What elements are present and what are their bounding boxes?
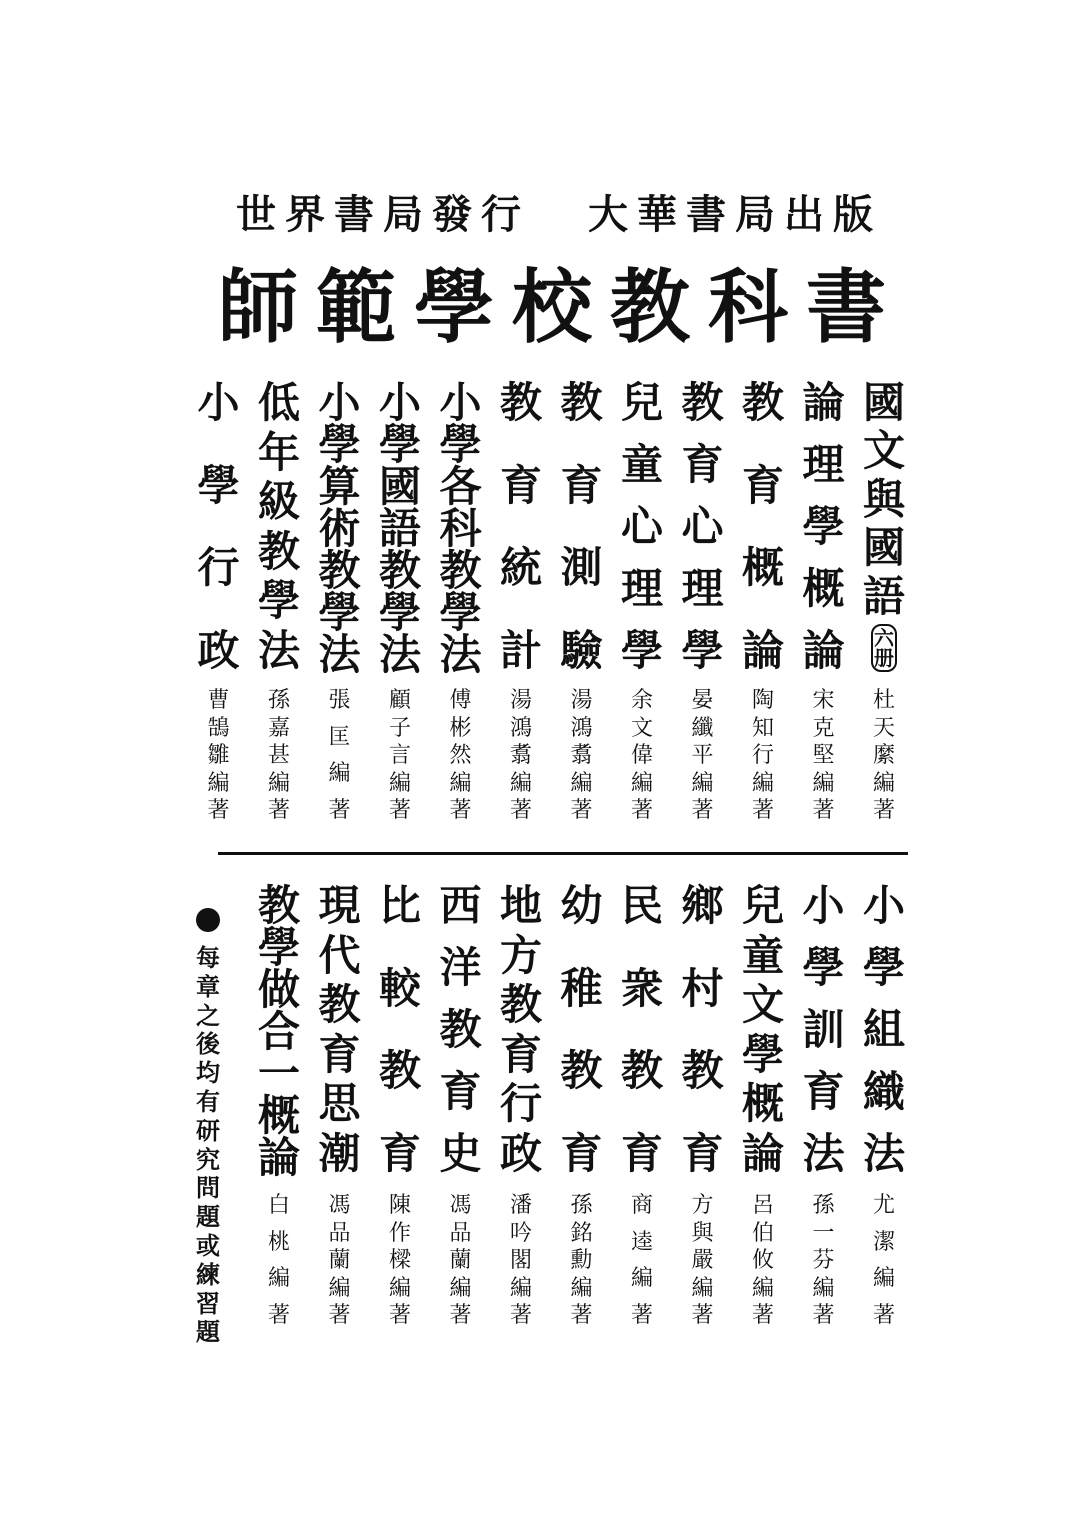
book-author-char: 著 xyxy=(207,798,230,823)
book-author-char: 編 xyxy=(509,1275,532,1301)
book-author-char: 編 xyxy=(328,1275,351,1301)
book-title-char: 法 xyxy=(862,1129,905,1178)
book-title-char: 論 xyxy=(802,626,845,675)
book-author xyxy=(314,690,366,822)
book-title xyxy=(798,881,850,1178)
book-author-char: 著 xyxy=(449,1303,472,1328)
book-author-char: 著 xyxy=(449,798,472,823)
book-title xyxy=(858,881,910,1178)
book-title-char: 論 xyxy=(802,378,845,427)
book-author-char: 文 xyxy=(630,715,653,741)
book-title-char: 概 xyxy=(741,1079,784,1129)
book-title-char: 行 xyxy=(197,543,240,593)
book-author xyxy=(314,1195,366,1327)
book-title-char: 代 xyxy=(318,930,361,980)
book-author xyxy=(193,690,245,822)
book-author-char: 編 xyxy=(388,770,411,796)
book-author-char: 孫 xyxy=(570,1193,593,1218)
book-title-char: 語 xyxy=(378,504,421,553)
book-author xyxy=(737,1195,789,1327)
book-title-char: 理 xyxy=(681,564,724,613)
book-title-char: 較 xyxy=(378,963,421,1013)
book-title-char: 教 xyxy=(257,881,300,930)
book-title xyxy=(253,378,305,675)
book-title xyxy=(677,881,729,1178)
book-author-char: 著 xyxy=(812,1303,835,1328)
book-author-char: 然 xyxy=(449,743,472,768)
book-author-char: 翥 xyxy=(570,743,593,768)
book-author-char: 著 xyxy=(267,798,290,823)
book-title-char: 法 xyxy=(439,630,482,679)
book-author xyxy=(556,1195,608,1327)
book-title-char: 兒 xyxy=(741,881,784,930)
book-author-char: 編 xyxy=(812,770,835,796)
book-author-char: 著 xyxy=(630,798,653,823)
book-author-char: 馮 xyxy=(449,1193,472,1218)
book-author-char: 編 xyxy=(872,1266,895,1292)
footnote-char: 均 xyxy=(196,1058,220,1088)
book-title-char: 育 xyxy=(620,1128,663,1178)
book-author-char: 芬 xyxy=(812,1248,835,1273)
book-title-char: 教 xyxy=(439,1005,482,1054)
book-title-char: 小 xyxy=(318,378,361,427)
book-title-char: 法 xyxy=(802,1129,845,1178)
book-author-char: 言 xyxy=(388,743,411,768)
book-title-char: 學 xyxy=(257,923,300,972)
book-title xyxy=(253,881,305,1182)
book-author-char: 編 xyxy=(691,1275,714,1301)
book-title xyxy=(495,378,547,675)
book-title-char: 育 xyxy=(560,1128,603,1178)
book-title-char: 育 xyxy=(681,440,724,489)
book-title-char: 民 xyxy=(620,881,663,930)
book-author-char: 編 xyxy=(691,770,714,796)
book-title-char: 學 xyxy=(439,588,482,637)
book-author-char: 著 xyxy=(751,798,774,823)
book-title-char: 一 xyxy=(257,1049,300,1098)
book-author-char: 著 xyxy=(872,798,895,823)
page-title: 師範學校教科書 xyxy=(218,260,904,354)
book-author xyxy=(253,690,305,822)
book-title-char: 幼 xyxy=(560,881,603,930)
book-author-char: 彬 xyxy=(449,715,472,741)
footnote-text xyxy=(196,944,220,1347)
footnote-char: 練 xyxy=(196,1259,220,1289)
book-author-char: 攸 xyxy=(751,1248,774,1273)
book-title-char: 育 xyxy=(499,1029,542,1079)
book-title-char: 教 xyxy=(560,378,603,427)
book-author-char: 編 xyxy=(872,770,895,796)
book-title xyxy=(374,881,426,1178)
book-author xyxy=(616,690,668,822)
book-author-char: 編 xyxy=(751,770,774,796)
book-title-char: 訓 xyxy=(802,1005,845,1054)
book-author xyxy=(798,690,850,822)
book-title xyxy=(435,378,487,679)
book-author-char: 行 xyxy=(751,743,774,768)
book-author-char: 陳 xyxy=(388,1193,411,1218)
book-title-char: 政 xyxy=(499,1128,542,1178)
book-title-char: 學 xyxy=(620,626,663,675)
book-author-char: 纖 xyxy=(691,715,714,741)
book-title xyxy=(737,378,789,675)
book-author-char: 著 xyxy=(812,798,835,823)
book-title-char: 國 xyxy=(862,378,905,427)
book-title-char: 史 xyxy=(439,1129,482,1178)
book-title-char: 行 xyxy=(499,1079,542,1129)
book-title-char: 教 xyxy=(439,546,482,595)
book-title-char: 小 xyxy=(802,881,845,930)
book-title-char: 育 xyxy=(439,1067,482,1116)
book-author-char: 編 xyxy=(267,1266,290,1292)
footnote-char: 研 xyxy=(196,1115,220,1145)
book-title-char: 學 xyxy=(378,420,421,469)
book-author-char: 編 xyxy=(570,770,593,796)
publisher-edition: 大華書局出版 xyxy=(588,191,882,238)
book-author-char: 編 xyxy=(509,770,532,796)
book-author-char: 著 xyxy=(570,1303,593,1328)
book-title-char: 法 xyxy=(318,630,361,679)
book-author-char: 編 xyxy=(570,1275,593,1301)
book-title-char: 思 xyxy=(318,1079,361,1129)
book-author-char: 甚 xyxy=(267,743,290,768)
book-author-char: 湯 xyxy=(509,688,532,713)
book-title-char: 學 xyxy=(741,1029,784,1079)
book-author-char: 孫 xyxy=(267,688,290,713)
book-title-char: 學 xyxy=(862,943,905,992)
book-author xyxy=(677,1195,729,1327)
book-title-char: 術 xyxy=(318,504,361,553)
book-author xyxy=(495,1195,547,1327)
book-author-char: 著 xyxy=(328,797,351,823)
book-author-char: 著 xyxy=(388,1303,411,1328)
book-title-char: 統 xyxy=(499,543,542,593)
book-author-char: 著 xyxy=(509,1303,532,1328)
book-title-char: 法 xyxy=(257,625,300,675)
book-title-char: 與 xyxy=(862,474,905,524)
book-author-char: 翥 xyxy=(509,743,532,768)
book-author xyxy=(798,1195,850,1327)
book-author-char: 著 xyxy=(570,798,593,823)
book-author-char: 編 xyxy=(630,770,653,796)
book-author-char: 編 xyxy=(207,770,230,796)
book-title-char: 各 xyxy=(439,462,482,511)
book-title xyxy=(858,378,910,672)
book-author-char: 蘭 xyxy=(328,1248,351,1273)
book-title-char: 童 xyxy=(741,930,784,980)
book-title-char: 教 xyxy=(499,378,542,427)
book-author-char: 閣 xyxy=(509,1248,532,1273)
book-author xyxy=(677,690,729,822)
book-title-char: 比 xyxy=(378,881,421,930)
book-title-char: 理 xyxy=(620,564,663,613)
footnote-char: 後 xyxy=(196,1029,220,1059)
book-author-char: 桃 xyxy=(267,1229,290,1255)
book-author-char: 克 xyxy=(812,715,835,741)
book-author-char: 編 xyxy=(388,1275,411,1301)
book-author-char: 與 xyxy=(691,1220,714,1246)
book-title-char: 童 xyxy=(620,440,663,489)
book-title-char: 教 xyxy=(620,1046,663,1096)
book-title-note-group: 六 册 xyxy=(871,624,897,672)
book-author xyxy=(858,690,910,822)
book-title xyxy=(616,881,668,1178)
book-title-char: 衆 xyxy=(620,963,663,1013)
book-author xyxy=(374,690,426,822)
book-title-char: 教 xyxy=(257,526,300,576)
book-author-char: 吟 xyxy=(509,1220,532,1246)
book-author-char: 曹 xyxy=(207,688,230,713)
book-author-char: 著 xyxy=(872,1302,895,1328)
book-title-char: 小 xyxy=(439,378,482,427)
book-author xyxy=(858,1195,910,1327)
book-author-char: 宋 xyxy=(812,688,835,713)
book-title-char: 國 xyxy=(378,462,421,511)
book-author-char: 潔 xyxy=(872,1229,895,1255)
book-author-char: 縻 xyxy=(872,743,895,768)
book-author xyxy=(616,1195,668,1327)
book-author-char: 勳 xyxy=(570,1248,593,1273)
book-author-char: 鴻 xyxy=(570,715,593,741)
book-author-char: 銘 xyxy=(570,1220,593,1246)
book-title-char: 育 xyxy=(560,460,603,510)
book-title-char: 測 xyxy=(560,543,603,593)
book-title-char: 學 xyxy=(318,588,361,637)
book-title-char: 育 xyxy=(802,1067,845,1116)
book-author-char: 知 xyxy=(751,715,774,741)
book-title xyxy=(798,378,850,675)
book-title-char: 西 xyxy=(439,881,482,930)
book-author-char: 潘 xyxy=(509,1193,532,1218)
book-author-char: 著 xyxy=(630,1302,653,1328)
book-title xyxy=(495,881,547,1178)
book-author-char: 湯 xyxy=(570,688,593,713)
book-title-char: 學 xyxy=(802,943,845,992)
book-title-char: 學 xyxy=(197,460,240,510)
book-title-char: 教 xyxy=(681,1046,724,1096)
book-author-char: 匡 xyxy=(328,724,351,750)
book-title-char: 洋 xyxy=(439,943,482,992)
book-title-char: 方 xyxy=(499,930,542,980)
book-author xyxy=(556,690,608,822)
book-title xyxy=(435,881,487,1178)
book-title-char: 兒 xyxy=(620,378,663,427)
book-title-char: 法 xyxy=(378,630,421,679)
footnote-char: 題 xyxy=(196,1202,220,1232)
book-author-char: 一 xyxy=(812,1220,835,1246)
book-title-char: 學 xyxy=(681,626,724,675)
book-title-char: 論 xyxy=(257,1133,300,1182)
book-title xyxy=(314,378,366,679)
book-title xyxy=(737,881,789,1178)
book-title-char: 育 xyxy=(378,1128,421,1178)
book-title-char: 村 xyxy=(681,963,724,1013)
book-title xyxy=(193,378,245,675)
book-author xyxy=(374,1195,426,1327)
book-author-char: 商 xyxy=(630,1193,653,1218)
book-author-char: 顧 xyxy=(388,688,411,713)
publisher-distribution: 世界書局發行 xyxy=(236,191,530,238)
book-author-char: 品 xyxy=(328,1220,351,1246)
book-author-char: 樑 xyxy=(388,1248,411,1273)
book-author-char: 編 xyxy=(751,1275,774,1301)
footnote-char: 或 xyxy=(196,1230,220,1260)
book-title-char: 鄉 xyxy=(681,881,724,930)
book-author-char: 孫 xyxy=(812,1193,835,1218)
book-author-char: 嚴 xyxy=(691,1248,714,1273)
book-author-char: 著 xyxy=(751,1303,774,1328)
book-title xyxy=(374,378,426,679)
book-author-char: 鵠 xyxy=(207,715,230,741)
book-author-char: 晏 xyxy=(691,688,714,713)
book-author-char: 編 xyxy=(449,1275,472,1301)
book-title-char: 科 xyxy=(439,504,482,553)
book-title-char: 論 xyxy=(741,625,784,675)
book-author-char: 平 xyxy=(691,743,714,768)
book-author-char: 著 xyxy=(388,798,411,823)
book-author-char: 鴻 xyxy=(509,715,532,741)
book-title-char: 學 xyxy=(378,588,421,637)
book-title-char: 教 xyxy=(318,546,361,595)
book-author-char: 著 xyxy=(509,798,532,823)
book-author-char: 逵 xyxy=(630,1229,653,1255)
book-title-char: 學 xyxy=(257,576,300,626)
book-author-char: 作 xyxy=(388,1220,411,1246)
book-title-char: 育 xyxy=(741,460,784,510)
book-title-char: 文 xyxy=(741,980,784,1030)
book-title-char: 低 xyxy=(257,378,300,427)
book-title-char: 學 xyxy=(318,420,361,469)
book-author-char: 白 xyxy=(267,1193,290,1218)
book-title-char: 算 xyxy=(318,462,361,511)
book-author-char: 編 xyxy=(449,770,472,796)
footnote-char: 題 xyxy=(196,1317,220,1347)
book-author-char: 陶 xyxy=(751,688,774,713)
footnote-char: 每 xyxy=(196,943,220,972)
book-author-char: 編 xyxy=(328,761,351,787)
footnote-char: 究 xyxy=(196,1144,220,1174)
book-author-char: 方 xyxy=(691,1193,714,1218)
book-author-char: 偉 xyxy=(630,743,653,768)
book-title xyxy=(556,378,608,675)
book-author-char: 馮 xyxy=(328,1193,351,1218)
book-title-char: 論 xyxy=(741,1128,784,1178)
book-title-char: 教 xyxy=(681,378,724,427)
book-title-char: 小 xyxy=(197,378,240,427)
book-author xyxy=(737,690,789,822)
book-title-char: 合 xyxy=(257,1007,300,1056)
book-author-char: 著 xyxy=(691,1303,714,1328)
book-title-char: 級 xyxy=(257,477,300,527)
book-title-char: 育 xyxy=(318,1029,361,1079)
book-author xyxy=(495,690,547,822)
book-author-char: 編 xyxy=(267,770,290,796)
book-title-char: 地 xyxy=(499,881,542,930)
book-title-char: 學 xyxy=(802,502,845,551)
footnote-char: 之 xyxy=(196,1000,220,1030)
book-title-char: 學 xyxy=(439,420,482,469)
book-title-char: 概 xyxy=(741,543,784,593)
book-author-char: 余 xyxy=(630,688,653,713)
footnote xyxy=(190,908,226,1347)
book-title-char: 政 xyxy=(197,625,240,675)
book-title-char: 潮 xyxy=(318,1128,361,1178)
book-title-char: 年 xyxy=(257,427,300,477)
book-title-char: 稚 xyxy=(560,963,603,1013)
book-title-char: 織 xyxy=(862,1067,905,1116)
book-title-char: 教 xyxy=(741,378,784,427)
book-title-char: 計 xyxy=(499,625,542,675)
book-title xyxy=(616,378,668,675)
book-author-char: 品 xyxy=(449,1220,472,1246)
book-title-char: 心 xyxy=(681,502,724,551)
footnote-char: 習 xyxy=(196,1288,220,1318)
book-author xyxy=(435,690,487,822)
book-title-char: 理 xyxy=(802,440,845,489)
book-title-char: 育 xyxy=(499,460,542,510)
book-title-char: 育 xyxy=(681,1128,724,1178)
book-title-char: 概 xyxy=(257,1091,300,1140)
book-author-char: 嘉 xyxy=(267,715,290,741)
book-title-char: 教 xyxy=(499,980,542,1030)
book-title-char: 小 xyxy=(862,881,905,930)
book-title xyxy=(556,881,608,1178)
book-author-char: 編 xyxy=(630,1266,653,1292)
book-title-char: 組 xyxy=(862,1005,905,1054)
book-author-char: 伯 xyxy=(751,1220,774,1246)
footnote-char: 章 xyxy=(196,971,220,1001)
book-title-char: 心 xyxy=(620,502,663,551)
book-author-char: 雛 xyxy=(207,743,230,768)
book-title xyxy=(677,378,729,675)
book-author-char: 張 xyxy=(328,688,351,713)
book-title-char: 小 xyxy=(378,378,421,427)
book-author-char: 著 xyxy=(267,1302,290,1328)
book-title-char: 做 xyxy=(257,965,300,1014)
book-title-char: 文 xyxy=(862,426,905,476)
footnote-char: 有 xyxy=(196,1086,220,1116)
book-title-char: 驗 xyxy=(560,625,603,675)
book-title-char: 教 xyxy=(560,1046,603,1096)
book-author-char: 呂 xyxy=(751,1193,774,1218)
book-author-char: 天 xyxy=(872,715,895,741)
book-author-char: 尤 xyxy=(872,1193,895,1218)
book-author-char: 杜 xyxy=(872,688,895,713)
book-author-char: 傅 xyxy=(449,688,472,713)
book-author xyxy=(435,1195,487,1327)
book-title-char: 語 xyxy=(862,571,905,621)
book-author-char: 編 xyxy=(812,1275,835,1301)
book-title-char: 教 xyxy=(318,980,361,1030)
book-title-char: 概 xyxy=(802,564,845,613)
book-author-char: 著 xyxy=(328,1303,351,1328)
book-author-char: 堅 xyxy=(812,743,835,768)
book-title-char: 教 xyxy=(378,1046,421,1096)
book-author-char: 子 xyxy=(388,715,411,741)
divider-line xyxy=(218,852,908,855)
book-author-char: 蘭 xyxy=(449,1248,472,1273)
bullet-dot-icon xyxy=(196,908,220,932)
book-author-char: 著 xyxy=(691,798,714,823)
book-title xyxy=(314,881,366,1178)
book-title-char: 教 xyxy=(378,546,421,595)
footnote-char: 問 xyxy=(196,1173,220,1203)
book-title-char: 國 xyxy=(862,523,905,573)
book-title-char: 現 xyxy=(318,881,361,930)
book-author xyxy=(253,1195,305,1327)
